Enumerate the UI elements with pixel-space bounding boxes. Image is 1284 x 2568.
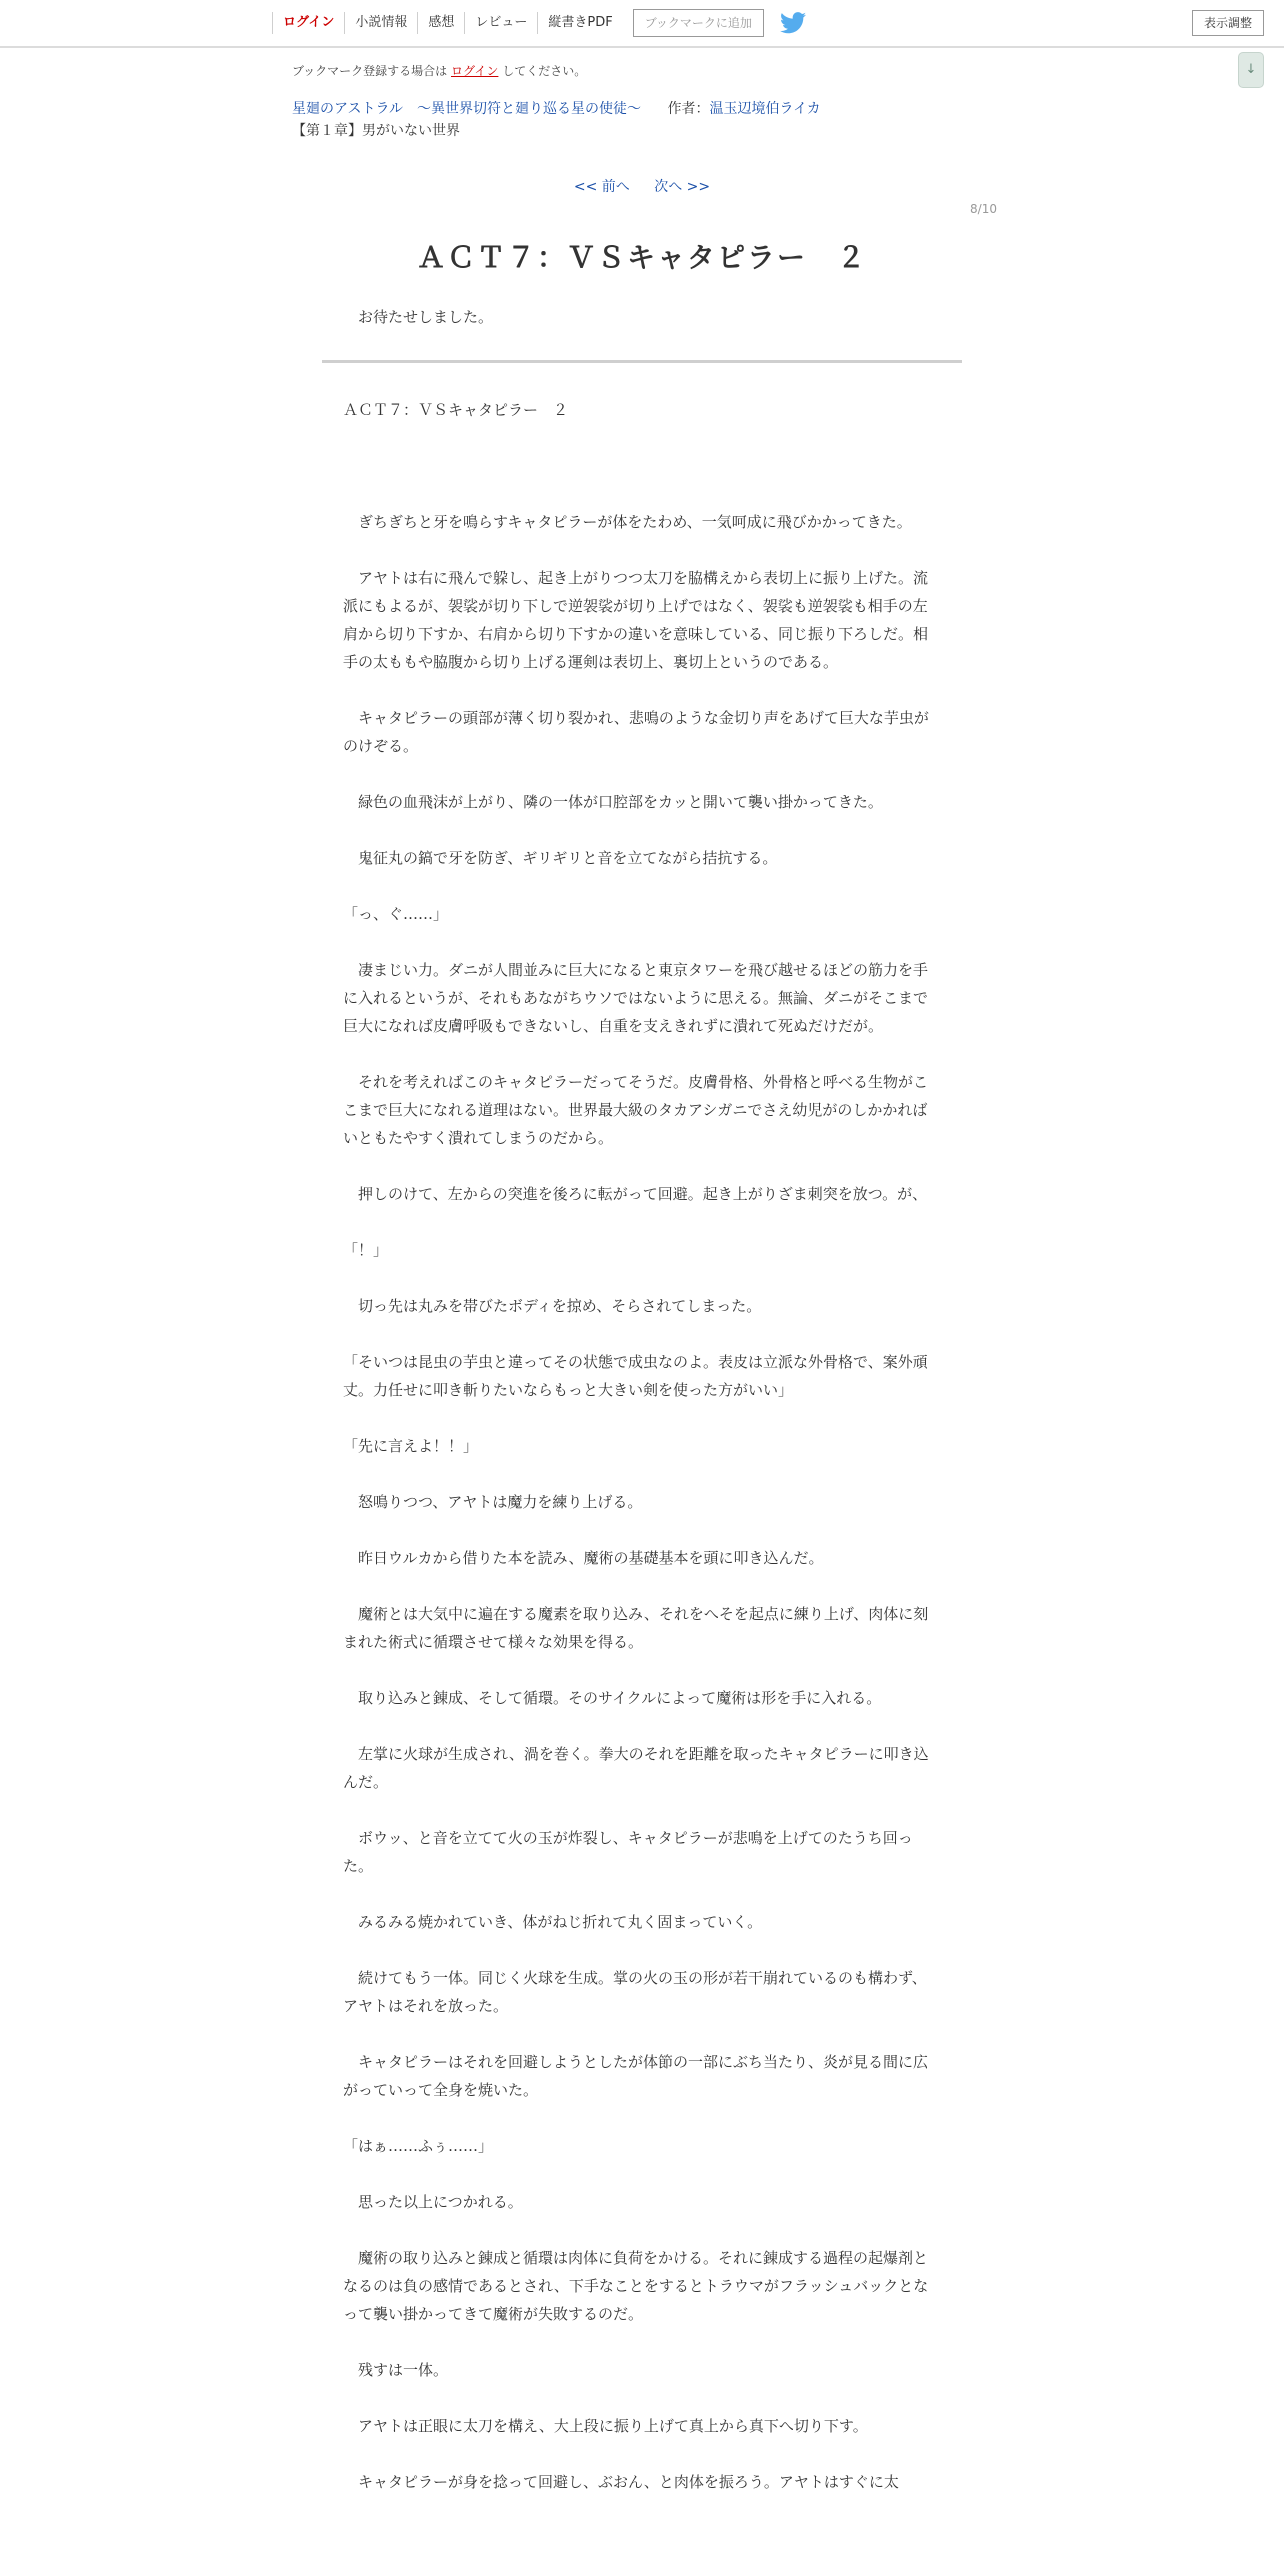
body-paragraph: 続けてもう一体。同じく火球を生成。掌の火の玉の形が若干崩れているのも構わず、アヤトはそれを放った。	[343, 1969, 927, 2015]
bookmark-notice-suffix: してください。	[502, 64, 587, 78]
body-paragraph: 「そいつは昆虫の芋虫と違ってその状態で成虫なのよ。表皮は立派な外骨格で、案外頑丈。力任せに叩き斬りたいならもっと大きい剣を使った方がいい」	[343, 1353, 928, 1399]
body-paragraph: 昨日ウルカから借りた本を読み、魔術の基礎基本を頭に叩き込んだ。	[343, 1549, 824, 1567]
prev-episode-link[interactable]: << 前へ	[573, 179, 630, 195]
body-paragraph: 切っ先は丸みを帯びたボディを掠め、そらされてしまった。	[343, 1297, 762, 1315]
body-paragraph: 押しのけて、左からの突進を後ろに転がって回避。起き上がりざま刺突を放つ。が、	[343, 1185, 928, 1203]
body-paragraph: キャタピラーが身を捻って回避し、ぶおん、と肉体を振ろう。アヤトはすぐに太	[343, 2473, 899, 2491]
episode-title: ＡＣＴ７：ＶＳキャタピラー ２	[416, 241, 867, 274]
body-paragraph: それを考えればこのキャタピラーだってそうだ。皮膚骨格、外骨格と呼べる生物がここまで巨大になれる道理はない。世界最大級のタカアシガニでさえ幼児がのしかかればいともたやすく潰れてしまうのだから。	[343, 1073, 929, 1147]
novel-body-text	[343, 396, 935, 2524]
body-paragraph: 緑色の血飛沫が上がり、隣の一体が口腔部をカッと開いて襲い掛かってきた。	[343, 793, 883, 811]
body-paragraph: 「先に言えよ！！」	[343, 1437, 479, 1455]
nav-vertical-pdf-link[interactable]: 縦書きPDF	[537, 12, 622, 34]
body-paragraph: 鬼征丸の鎬で牙を防ぎ、ギリギリと音を立てながら拮抗する。	[343, 849, 778, 867]
next-episode-link[interactable]: 次へ >>	[654, 179, 711, 195]
body-paragraph: 取り込みと錬成、そして循環。そのサイクルによって魔術は形を手に入れる。	[343, 1689, 882, 1707]
nav-novel-info-link[interactable]: 小説情報	[344, 12, 417, 34]
body-paragraph: キャタピラーはそれを回避しようとしたが体節の一部にぶち当たり、炎が見る間に広がっていって全身を焼いた。	[343, 2053, 929, 2099]
bookmark-login-notice	[292, 62, 586, 79]
body-paragraph: みるみる焼かれていき、体がねじ折れて丸く固まっていく。	[343, 1913, 763, 1931]
body-paragraph: 凄まじい力。ダニが人間並みに巨大になると東京タワーを飛び越せるほどの筋力を手に入れるというが、それもあながちウソではないように思える。無論、ダニがそこまで巨大になれば皮膚呼吸もできないし、自重を支えきれずに潰れて死ぬだけだが。	[343, 961, 929, 1035]
nav-review-link[interactable]: レビュー	[464, 12, 537, 34]
add-bookmark-button[interactable]: ブックマークに追加	[633, 9, 764, 37]
body-paragraph: ぎちぎちと牙を鳴らすキャタピラーが体をたわめ、一気呵成に飛びかかってきた。	[343, 513, 912, 531]
display-settings-button[interactable]: 表示調整	[1192, 10, 1264, 36]
author-label: 作者：	[667, 101, 710, 117]
body-paragraph: 思った以上につかれる。	[343, 2193, 523, 2211]
series-title-link[interactable]: 星廻のアストラル ～異世界切符と廻り巡る星の使徒～	[292, 101, 642, 117]
body-paragraph: 魔術の取り込みと錬成と循環は肉体に負荷をかける。それに錬成する過程の起爆剤となるのは負の感情であるとされ、下手なことをするとトラウマがフラッシュバックとなって襲い掛かってきて魔術が失敗するのだ。	[343, 2249, 929, 2323]
nav-impressions-link[interactable]: 感想	[417, 12, 464, 34]
body-paragraph: 残すは一体。	[343, 2361, 449, 2379]
body-paragraph	[343, 452, 935, 480]
scroll-down-icon[interactable]: ↓	[1238, 52, 1264, 88]
bookmark-notice-login-link[interactable]: ログイン	[451, 64, 499, 78]
preface-text: お待たせしました。	[358, 308, 494, 326]
chapter-title: 【第１章】男がいない世界	[292, 123, 460, 139]
body-paragraph: 怒鳴りつつ、アヤトは魔力を練り上げる。	[343, 1493, 643, 1511]
body-paragraph: ＡＣＴ７：ＶＳキャタピラー ２	[343, 401, 569, 419]
body-paragraph: 「っ、ぐ……」	[343, 905, 449, 923]
body-paragraph: 「！」	[343, 1241, 389, 1259]
series-info	[292, 98, 821, 118]
twitter-bird-icon[interactable]	[780, 12, 806, 34]
body-paragraph: 魔術とは大気中に遍在する魔素を取り込み、それをへそを起点に練り上げ、肉体に刻まれた術式に循環させて様々な効果を得る。	[343, 1605, 929, 1651]
bookmark-notice-prefix: ブックマーク登録する場合は	[292, 64, 448, 78]
body-paragraph: ボウッ、と音を立てて火の玉が炸裂し、キャタピラーが悲鳴を上げてのたうち回った。	[343, 1829, 913, 1875]
body-paragraph: 左掌に火球が生成され、渦を巻く。拳大のそれを距離を取ったキャタピラーに叩き込んだ。	[343, 1745, 929, 1791]
nav-login-link[interactable]: ログイン	[272, 12, 344, 34]
body-paragraph: アヤトは右に飛んで躱し、起き上がりつつ太刀を脇構えから表切上に振り上げた。流派にもよるが、袈裟が切り下しで逆袈裟が切り上げではなく、袈裟も逆袈裟も相手の左肩から切り下すか、右肩から切り下すかの違いを意味している、同じ振り下ろしだ。相手の太ももや脇腹から切り上げる運剣は表切上、裏切上というのである。	[343, 569, 929, 671]
body-paragraph: 「はぁ……ふぅ……」	[343, 2137, 494, 2155]
preface-divider	[322, 360, 962, 363]
main-nav	[272, 0, 806, 46]
body-paragraph: キャタピラーの頭部が薄く切り裂かれ、悲鳴のような金切り声をあげて巨大な芋虫がのけぞる。	[343, 709, 929, 755]
episode-number: 8/10	[970, 202, 997, 216]
author-name-link[interactable]: 温玉辺境伯ライカ	[709, 101, 821, 117]
top-navigation-bar	[0, 0, 1284, 48]
episode-pager	[0, 176, 1284, 196]
body-paragraph: アヤトは正眼に太刀を構え、大上段に振り上げて真上から真下へ切り下す。	[343, 2417, 868, 2435]
